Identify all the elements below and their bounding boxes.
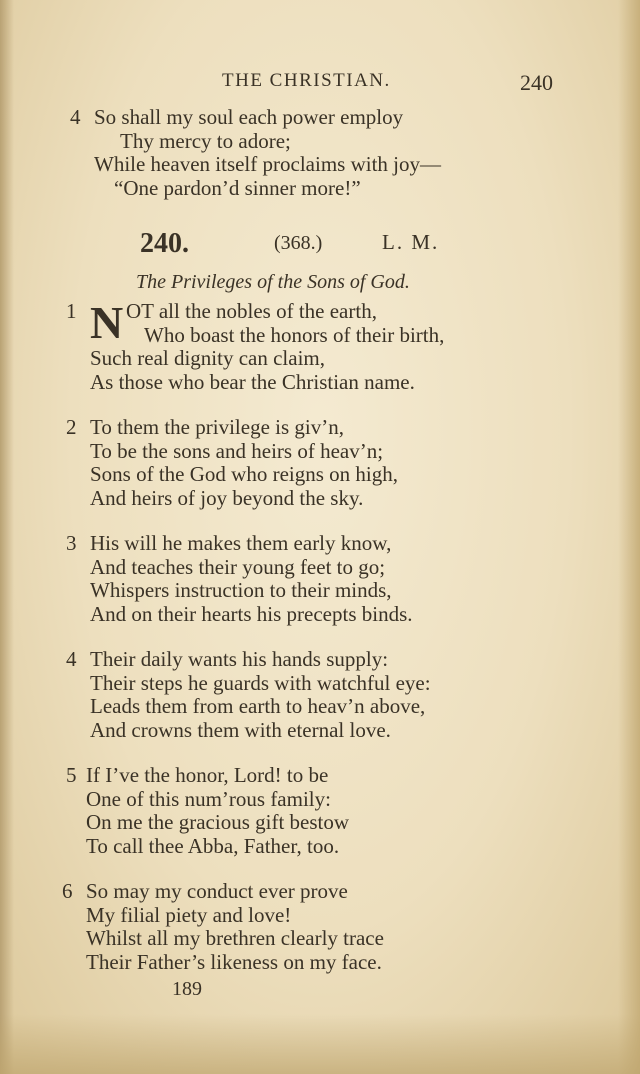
page-number: 240	[520, 70, 553, 95]
verse-line: Their Father’s likeness on my face.	[86, 949, 382, 974]
verse-line: If I’ve the honor, Lord! to be	[86, 763, 329, 787]
verse-line: Whilst all my brethren clearly trace	[86, 926, 384, 950]
drop-cap: N	[90, 297, 124, 348]
verse-line: And teaches their young feet to go;	[90, 554, 386, 579]
hymn-title: The Privileges of the Sons of God.	[136, 271, 410, 293]
hymn-meter: L. M.	[382, 230, 440, 254]
page-edge-left	[0, 0, 14, 1074]
verse-line: Sons of the God who reigns on high,	[90, 462, 398, 486]
stanza-number: 6	[62, 879, 73, 903]
signature-mark: 189	[172, 978, 202, 1000]
previous-hymn-stanza	[70, 106, 441, 200]
stanza-number: 4	[66, 647, 77, 671]
verse-line: “One pardon’d sinner more!”	[114, 175, 361, 200]
page-edge-bottom	[0, 1014, 640, 1074]
page-edge-right	[618, 0, 640, 1074]
stanza-number: 4	[70, 105, 81, 129]
verse-line: To them the privilege is giv’n,	[90, 415, 344, 439]
stanza-3	[66, 532, 413, 626]
verse-line: Whispers instruction to their minds,	[90, 578, 392, 602]
verse-line: To call thee Abba, Father, too.	[86, 833, 340, 858]
verse-line: As those who bear the Christian name.	[90, 369, 415, 394]
verse-line: His will he makes them early know,	[90, 531, 392, 555]
stanza-number: 2	[66, 415, 77, 439]
running-title: THE CHRISTIAN.	[222, 70, 391, 91]
stanza-6	[62, 880, 384, 974]
verse-line: Their daily wants his hands supply:	[90, 647, 389, 671]
verse-line: So may my conduct ever prove	[86, 879, 348, 903]
verse-line: To be the sons and heirs of heav’n;	[90, 438, 384, 463]
verse-line: Leads them from earth to heav’n above,	[90, 694, 426, 718]
verse-line: Their steps he guards with watchful eye:	[90, 670, 431, 695]
verse-line: Who boast the honors of their birth,	[144, 322, 445, 347]
stanza-4	[66, 648, 431, 742]
verse-line: So shall my soul each power employ	[94, 105, 404, 129]
stanza-number: 5	[66, 763, 77, 787]
verse-line: Such real dignity can claim,	[90, 346, 326, 370]
verse-line: One of this num’rous family:	[86, 786, 331, 811]
verse-line: And crowns them with eternal love.	[90, 717, 391, 742]
verse-line: On me the gracious gift bestow	[86, 810, 350, 834]
verse-line: While heaven itself proclaims with joy—	[94, 152, 441, 176]
verse-line: And on their hearts his precepts binds.	[90, 601, 413, 626]
hymn-number: 240.	[140, 228, 189, 259]
stanza-1	[66, 297, 445, 394]
verse-line: And heirs of joy beyond the sky.	[90, 485, 364, 510]
verse-line: Thy mercy to adore;	[120, 128, 291, 153]
verse-line: My filial piety and love!	[86, 902, 292, 927]
stanza-5	[66, 764, 349, 858]
stanza-2	[66, 416, 398, 510]
verse-line: OT all the nobles of the earth,	[126, 299, 377, 323]
stanza-number: 1	[66, 299, 77, 323]
stanza-number: 3	[66, 531, 77, 555]
hymn-reference: (368.)	[274, 232, 323, 254]
